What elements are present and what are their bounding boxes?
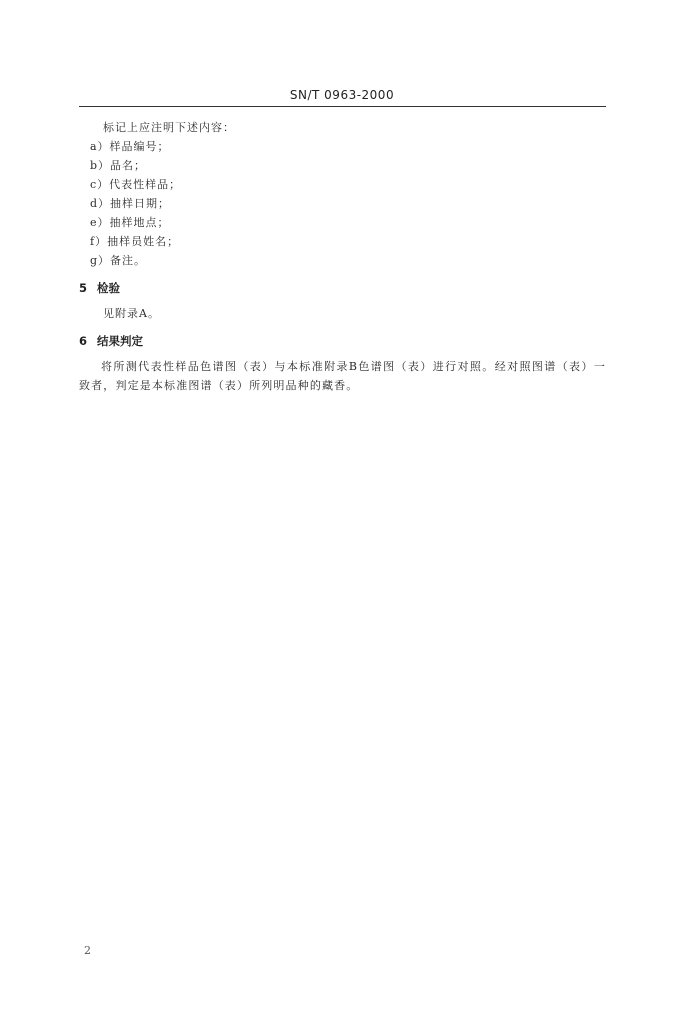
section-number: 5 — [79, 281, 88, 295]
section-title: 结果判定 — [97, 334, 143, 348]
section-body-inspection: 见附录A。 — [103, 307, 160, 320]
section-body-judgement: 将所测代表性样品色谱图（表）与本标准附录B色谱图（表）进行对照。经对照图谱（表）一致者，判定是本标准图谱（表）所列明品种的藏香。 — [79, 360, 606, 392]
marking-item: f）抽样员姓名； — [90, 235, 180, 248]
header-divider — [79, 106, 606, 107]
page-content — [79, 118, 606, 395]
marking-item: b）品名； — [90, 159, 147, 172]
section-heading-judgement — [79, 331, 606, 351]
marking-item: a）样品编号； — [90, 140, 170, 153]
standard-code: SN/T 0963-2000 — [289, 88, 395, 102]
marking-item: g）备注。 — [90, 254, 147, 267]
marking-intro: 标记上应注明下述内容： — [103, 121, 235, 134]
marking-item: e）抽样地点； — [90, 216, 170, 229]
section-heading-inspection — [79, 278, 606, 298]
page-number: 2 — [84, 944, 91, 957]
marking-item: c）代表性样品； — [90, 178, 182, 191]
marking-item: d）抽样日期； — [90, 197, 171, 210]
section-title: 检验 — [97, 281, 120, 295]
section-number: 6 — [79, 334, 88, 348]
